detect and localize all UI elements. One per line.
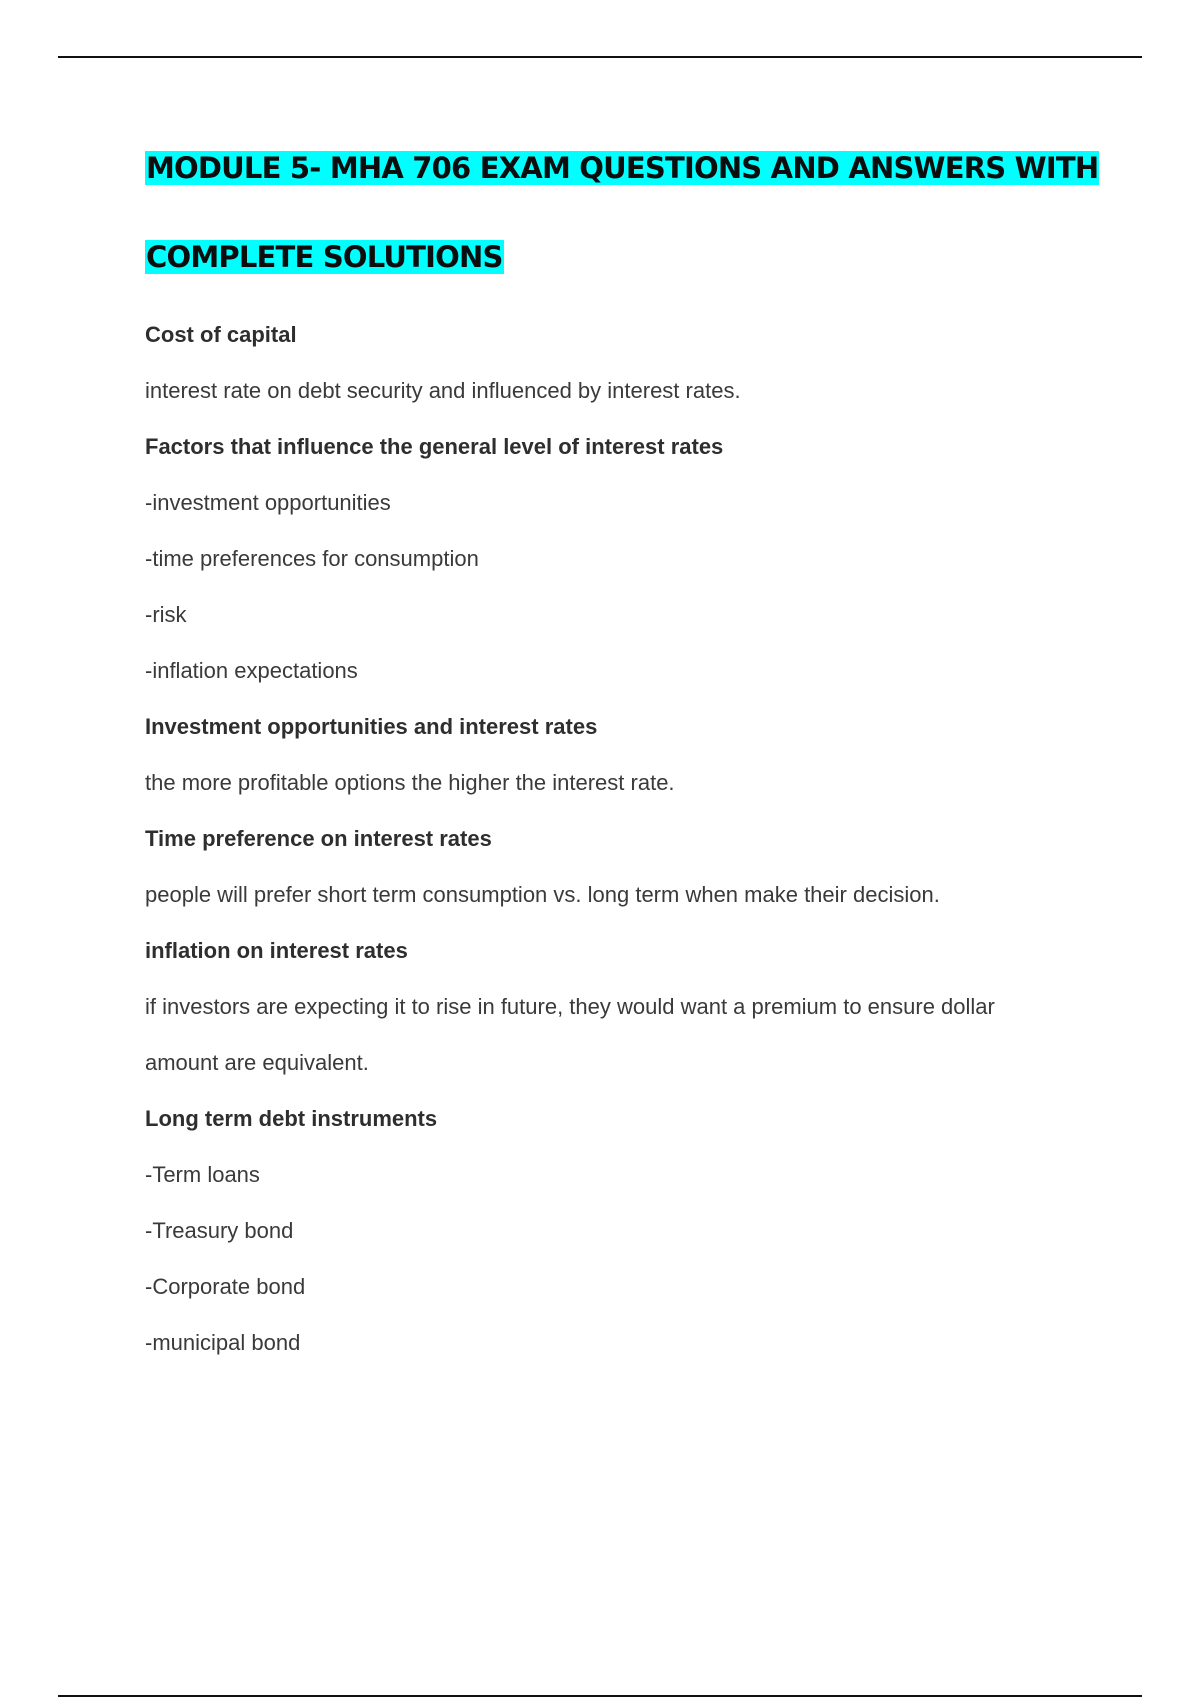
question-text: Factors that influence the general level of interest rates	[145, 434, 724, 459]
document-title-line-2	[145, 235, 504, 279]
title-highlight-1: MODULE 5- MHA 706 EXAM QUESTIONS AND ANSWERS WITH	[146, 151, 1099, 185]
title-highlight-2: COMPLETE SOLUTIONS	[146, 240, 503, 274]
document-title-line-1	[145, 146, 1099, 190]
answer-text: the more profitable options the higher the interest rate.	[145, 770, 675, 795]
answer-text: -inflation expectations	[145, 658, 358, 683]
qa-content	[145, 321, 1105, 1357]
answer-text: if investors are expecting it to rise in future, they would want a premium to ensure dollar	[145, 994, 995, 1019]
answer-text: -Corporate bond	[145, 1274, 306, 1299]
question-text: inflation on interest rates	[145, 938, 408, 963]
answer-text: interest rate on debt security and influenced by interest rates.	[145, 378, 741, 403]
answer-text: -Term loans	[145, 1162, 260, 1187]
footer-rule	[58, 1695, 1142, 1697]
answer-text: -Treasury bond	[145, 1218, 294, 1243]
question-text: Investment opportunities and interest rates	[145, 714, 598, 739]
answer-text: people will prefer short term consumption vs. long term when make their decision.	[145, 882, 940, 907]
question-text: Cost of capital	[145, 322, 297, 347]
answer-text: amount are equivalent.	[145, 1050, 369, 1075]
answer-text: -time preferences for consumption	[145, 546, 479, 571]
answer-text: -municipal bond	[145, 1330, 301, 1355]
question-text: Time preference on interest rates	[145, 826, 492, 851]
answer-text: -risk	[145, 602, 187, 627]
answer-text: -investment opportunities	[145, 490, 391, 515]
header-rule	[58, 56, 1142, 58]
question-text: Long term debt instruments	[145, 1106, 438, 1131]
